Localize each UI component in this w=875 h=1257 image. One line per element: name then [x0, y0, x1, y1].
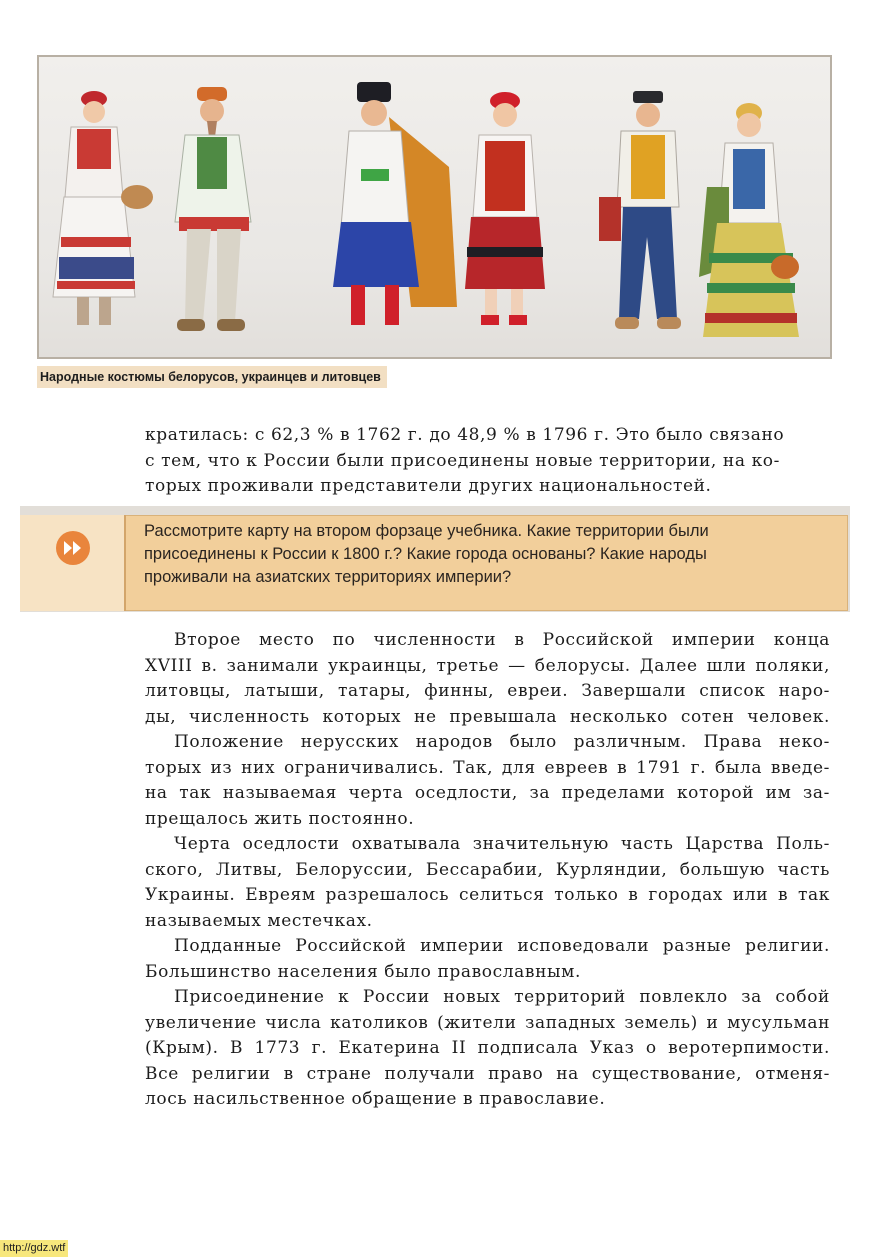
- paragraph-pale: [145, 832, 830, 934]
- text-line: Присоединение к России новых территорий повлекло за собой: [174, 987, 830, 1007]
- question-icon-column: [20, 515, 126, 611]
- belarusian-man-figure: [175, 87, 251, 331]
- text-line: Подданные Российской империи исповедовали разные религии.: [174, 936, 830, 956]
- text-line: называемых местечках.: [145, 910, 373, 931]
- text-line: торых из них ограничивались. Так, для евреев в 1791 г. была введе-: [145, 757, 830, 778]
- text-line: Большинство населения было православным.: [145, 961, 581, 982]
- watermark-link[interactable]: http://gdz.wtf: [0, 1240, 68, 1257]
- question-box: [20, 506, 850, 612]
- ukrainian-man-figure: [333, 82, 457, 325]
- text-line: Положение нерусских народов было различным. Права неко-: [174, 732, 830, 752]
- belarusian-woman-figure: [53, 91, 153, 325]
- text-line: Украины. Евреям разрешалось селиться только в городах или в так: [145, 885, 830, 905]
- text-line: XVIII в. занимали украинцы, третье — белорусы. Далее шли поляки,: [145, 655, 830, 676]
- text-line: Черта оседлости охватывала значительную часть Царства Поль-: [174, 834, 830, 854]
- text-line: (Крым). В 1773 г. Екатерина II подписала Указ о веротерпимости.: [145, 1038, 830, 1058]
- figure-caption: Народные костюмы белорусов, украинцев и литовцев: [37, 366, 387, 388]
- text-line: на так называемая черта оседлости, за пределами которой им за-: [145, 783, 830, 803]
- text-line: с тем, что к России были присоединены новые территории, на ко-: [145, 450, 780, 471]
- paragraph-peoples: [145, 628, 830, 730]
- text-line: Второе место по численности в Российской империи конца: [174, 630, 830, 650]
- lithuanian-man-figure: [599, 91, 681, 329]
- text-line: литовцы, латыши, татары, финны, евреи. Завершали список наро-: [145, 681, 830, 701]
- paragraph-religions: [145, 934, 830, 985]
- paragraph-status: [145, 730, 830, 832]
- lithuanian-woman-figure: [699, 103, 799, 337]
- costumes-drawing: [39, 57, 830, 357]
- text-line: ды, численность которых не превышала несколько сотен человек.: [145, 706, 830, 727]
- question-line: Рассмотрите карту на втором форзаце учебника. Какие территории были: [144, 522, 709, 540]
- text-line: прещалось жить постоянно.: [145, 808, 415, 829]
- question-line: присоединены к России к 1800 г.? Какие города основаны? Какие народы: [144, 545, 707, 563]
- folk-costumes-illustration: [37, 55, 832, 359]
- text-line: торых проживали представители других национальностей.: [145, 476, 712, 496]
- intro-paragraph: [145, 423, 830, 500]
- text-line: ского, Литвы, Белоруссии, Бессарабии, Курляндии, большую часть: [145, 859, 830, 880]
- text-line: кратилась: с 62,3 % в 1762 г. до 48,9 % в 1796 г. Это было связано: [145, 425, 785, 445]
- text-line: Все религии в стране получали право на существование, отменя-: [145, 1063, 830, 1084]
- fast-forward-icon: [56, 531, 90, 565]
- question-line: проживали на азиатских территориях империи?: [144, 568, 512, 586]
- question-text: [144, 520, 844, 589]
- paragraph-tolerance: [145, 985, 830, 1113]
- text-line: увеличение числа католиков (жители западных земель) и мусульман: [145, 1012, 830, 1033]
- ukrainian-woman-figure: [465, 92, 545, 325]
- text-line: лось насильственное обращение в православие.: [145, 1089, 606, 1109]
